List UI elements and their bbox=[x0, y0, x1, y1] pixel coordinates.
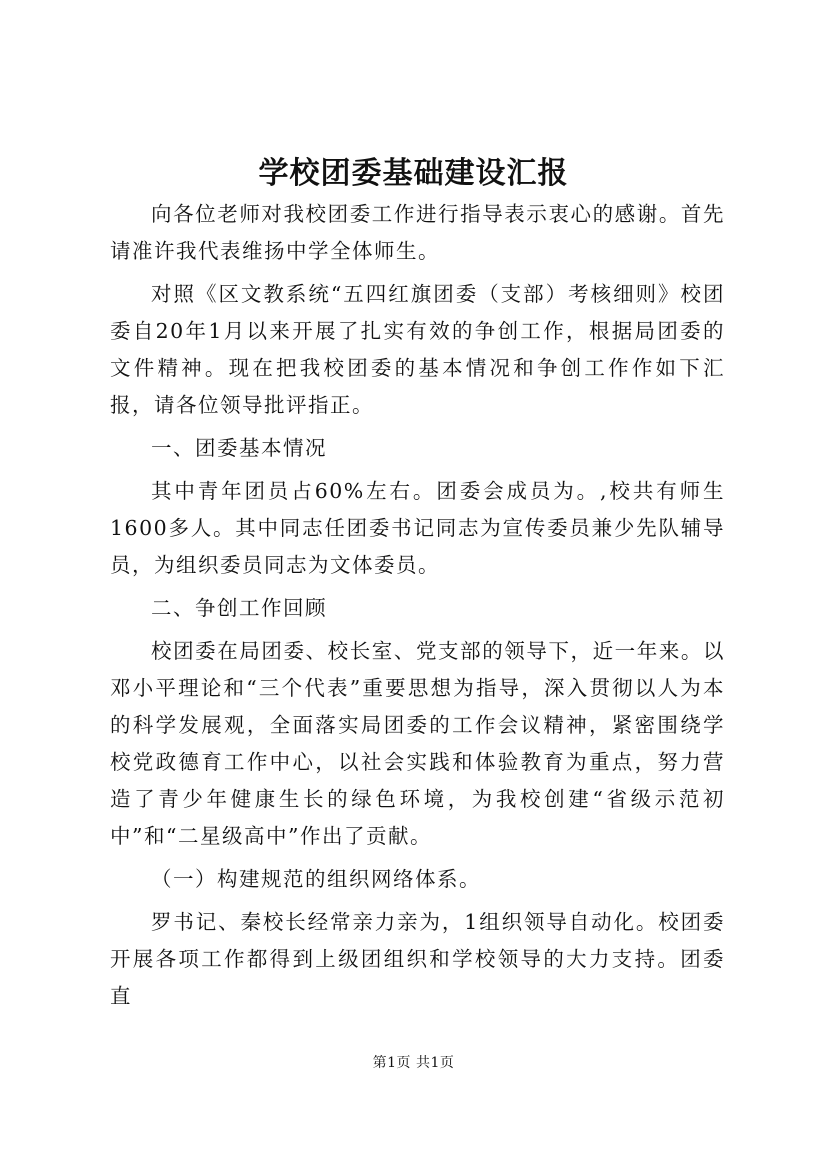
page-footer: 第1页 共1页 bbox=[372, 1055, 455, 1071]
paragraph: 校团委在局团委、校长室、党支部的领导下，近一年来。以邓小平理论和“三个代表”重要思想为指导，深入贯彻以人为本的科学发展观，全面落实局团委的工作会议精神，紧密围绕学校党政德育工作中心，以社会实践和体验教育为重点，努力营造了青少年健康生长的绿色环境，为我校创建“省级示范初中”和“二星级高中”作出了贡献。 bbox=[110, 639, 725, 848]
section-heading: 一、团委基本情况 bbox=[151, 436, 327, 460]
document-body bbox=[110, 196, 725, 1021]
subsection-heading: （一）构建规范的组织网络体系。 bbox=[151, 867, 481, 891]
paragraph: 罗书记、秦校长经常亲力亲为，1组织领导自动化。校团委开展各项工作都得到上级团组织和学校领导的大力支持。团委直 bbox=[110, 910, 725, 1008]
paragraph: 向各位老师对我校团委工作进行指导表示衷心的感谢。首先请准许我代表维扬中学全体师生。 bbox=[110, 202, 725, 263]
document-title: 学校团委基础建设汇报 bbox=[258, 156, 569, 191]
section-heading: 二、争创工作回顾 bbox=[151, 596, 327, 620]
paragraph: 对照《区文教系统“五四红旗团委（支部）考核细则》校团委自20年1月以来开展了扎实有效的争创工作，根据局团委的文件精神。现在把我校团委的基本情况和争创工作作如下汇报，请各位领导批评指正。 bbox=[110, 282, 725, 417]
paragraph: 其中青年团员占60%左右。团委会成员为。,校共有师生1600多人。其中同志任团委书记同志为宣传委员兼少先队辅导员，为组织委员同志为文体委员。 bbox=[110, 479, 725, 577]
